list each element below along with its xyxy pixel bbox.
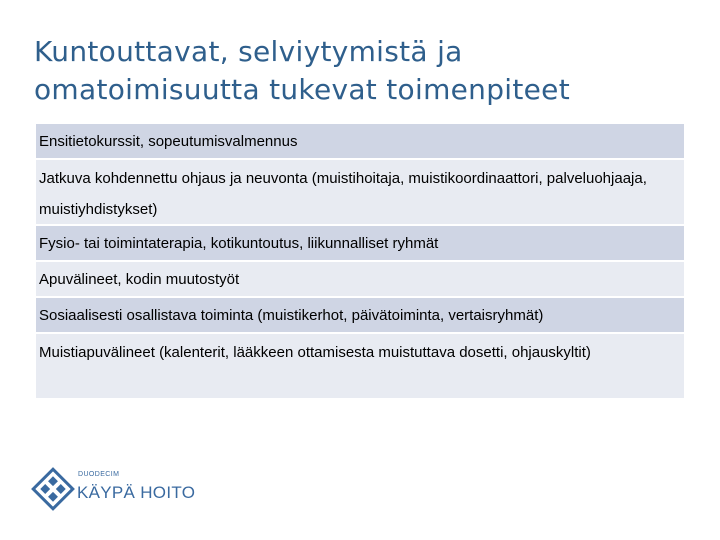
diamond-logo-icon: [30, 466, 76, 512]
row-text: Muistiapuvälineet (kalenterit, lääkkeen ottamisesta muistuttava dosetti, ohjauskyltit): [39, 344, 591, 361]
row-text: Ensitietokurssit, sopeutumisvalmennus: [39, 133, 298, 150]
table-row: [36, 334, 684, 400]
measures-table: [36, 124, 684, 400]
table-row: [36, 262, 684, 298]
slide-title: [34, 33, 694, 109]
kaypa-hoito-logo: [30, 466, 200, 512]
row-text: Jatkuva kohdennettu ohjaus ja neuvonta (muistihoitaja, muistikoordinaattori, palveluohjaaja, muistiyhdistykset): [39, 170, 647, 218]
table-row: [36, 160, 684, 226]
table-row: [36, 226, 684, 262]
row-text: Fysio- tai toimintaterapia, kotikuntoutus, liikunnalliset ryhmät: [39, 235, 439, 252]
logo-small-text: DUODECIM: [78, 471, 120, 478]
table-row: [36, 124, 684, 160]
logo-big-text: KÄYPÄ HOITO: [77, 483, 196, 502]
title-line-1: Kuntouttavat, selviytymistä ja: [34, 35, 463, 68]
table-row: [36, 298, 684, 334]
row-text: Sosiaalisesti osallistava toiminta (muistikerhot, päivätoiminta, vertaisryhmät): [39, 307, 544, 324]
title-line-2: omatoimisuutta tukevat toimenpiteet: [34, 73, 570, 106]
row-text: Apuvälineet, kodin muutostyöt: [39, 271, 240, 288]
